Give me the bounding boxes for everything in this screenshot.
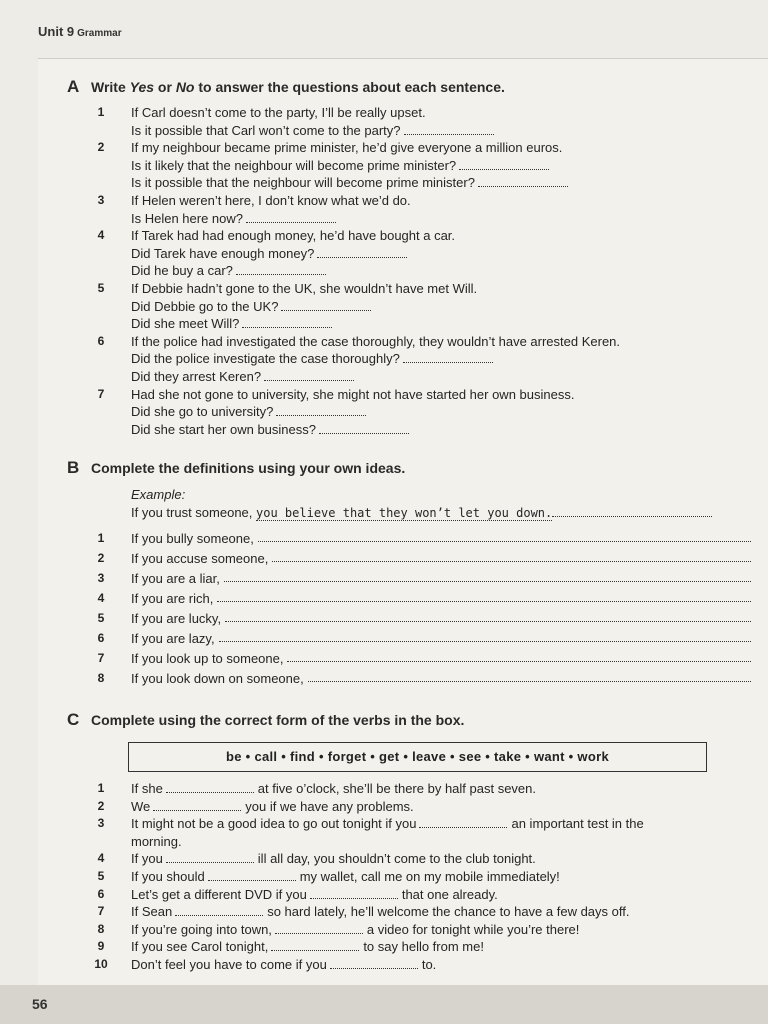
definition-prompt: If you look up to someone, <box>131 651 284 666</box>
sentence-before: If you see Carol tonight, <box>131 939 269 955</box>
line-text: Did they arrest Keren? <box>131 369 262 384</box>
item-number: 3 <box>97 571 105 585</box>
example-answer: you believe that they won’t let you down. <box>256 506 553 520</box>
definition-blank[interactable] <box>217 590 751 602</box>
definition-blank[interactable] <box>258 530 751 542</box>
question-text <box>131 210 336 227</box>
verb-box: be • call • find • forget • get • leave • see • take • want • work <box>128 742 707 772</box>
example-label: Example: <box>131 487 186 502</box>
section-c-instruction: Complete using the correct form of the verbs in the box. <box>91 712 465 728</box>
answer-blank[interactable] <box>242 316 332 328</box>
answer-blank[interactable] <box>478 175 568 187</box>
sentence-before: We <box>131 798 151 814</box>
verb-blank[interactable] <box>419 816 507 828</box>
sentence-after: that one already. <box>401 886 498 902</box>
definition-blank[interactable] <box>219 630 751 642</box>
page-edge <box>0 985 768 1024</box>
verb-blank[interactable] <box>175 904 263 916</box>
item-number: 1 <box>97 531 105 545</box>
section-b-letter: B <box>67 458 80 477</box>
gap-fill-text <box>131 850 536 867</box>
gap-fill-text <box>131 798 414 815</box>
line-text: Is it possible that the neighbour will become prime minister? <box>131 175 475 191</box>
yes-word: Yes <box>129 79 155 95</box>
item-number: 5 <box>97 869 105 883</box>
definition-text <box>131 550 751 567</box>
definition-prompt: If you are a liar, <box>131 571 220 586</box>
verb-blank[interactable] <box>310 887 398 899</box>
sentence-after: to say hello from me! <box>363 939 484 955</box>
answer-blank[interactable] <box>246 211 336 223</box>
answer-blank[interactable] <box>276 404 366 416</box>
definition-blank[interactable] <box>225 610 751 622</box>
verb-blank[interactable] <box>208 869 296 881</box>
item-number: 8 <box>97 921 105 936</box>
statement-text <box>131 192 411 209</box>
section-label: Grammar <box>77 28 122 39</box>
verb-blank[interactable] <box>166 781 254 793</box>
verb-blank[interactable] <box>271 939 359 951</box>
verb-blank[interactable] <box>330 957 418 969</box>
example-text-wrap <box>131 504 712 522</box>
sentence-before: If you should <box>131 869 205 884</box>
item-number: 7 <box>97 904 105 919</box>
item-number: 6 <box>97 333 105 348</box>
definition-prompt: If you are lucky, <box>131 611 222 626</box>
line-text: Is Helen here now? <box>131 210 244 226</box>
definition-text <box>131 630 751 647</box>
gap-fill-text <box>131 886 498 903</box>
line-text: Did she meet Will? <box>131 316 240 332</box>
line-text: If Debbie hadn’t gone to the UK, she wouldn’t have met Will. <box>131 281 478 296</box>
line-text: Did Tarek have enough money? <box>131 245 315 261</box>
line-text: Had she not gone to university, she might not have started her own business. <box>131 386 575 402</box>
item-number: 3 <box>97 816 105 831</box>
gap-fill-text <box>131 903 629 920</box>
definition-prompt: If you are lazy, <box>131 631 215 646</box>
line-text: Is it likely that the neighbour will become prime minister? <box>131 157 457 173</box>
verb-blank[interactable] <box>153 799 241 811</box>
definition-prompt: If you accuse someone, <box>131 551 269 566</box>
question-text <box>131 350 493 367</box>
sentence-after: so hard lately, he’ll welcome the chance to have a few days off. <box>267 904 630 920</box>
item-number: 7 <box>97 386 105 401</box>
question-text <box>131 298 371 315</box>
item-number: 2 <box>97 140 105 155</box>
line-text: If Helen weren’t here, I don’t know what we’d do. <box>131 193 411 208</box>
item-number: 5 <box>97 281 105 295</box>
statement-text <box>131 227 455 244</box>
sentence-after: an important test in the <box>511 816 644 832</box>
section-a-instruction-post: to answer the questions about each sentence. <box>194 79 505 95</box>
question-text <box>131 315 332 332</box>
example-text: If you trust someone, <box>131 505 253 520</box>
item-number: 6 <box>97 631 105 645</box>
line-text: Did he buy a car? <box>131 263 233 279</box>
question-text <box>131 368 354 385</box>
sentence-after: ill all day, you shouldn’t come to the club tonight. <box>257 851 536 867</box>
definition-prompt: If you are rich, <box>131 591 214 606</box>
answer-blank[interactable] <box>459 158 549 170</box>
sentence-before: It might not be a good idea to go out tonight if you <box>131 816 417 832</box>
or-word: or <box>154 79 176 95</box>
sentence-before: Let’s get a different DVD if you <box>131 886 307 902</box>
definition-text <box>131 670 751 687</box>
item-number: 2 <box>97 551 105 565</box>
question-text <box>131 403 366 420</box>
gap-fill-text <box>131 780 536 797</box>
answer-blank[interactable] <box>264 369 354 381</box>
item-number: 4 <box>97 228 105 243</box>
line-text: If the police had investigated the case thoroughly, they wouldn’t have arrested Keren. <box>131 333 621 349</box>
definition-text <box>131 650 751 667</box>
gap-fill-text <box>131 956 436 973</box>
question-text <box>131 245 407 262</box>
gap-fill-text <box>131 815 644 832</box>
gap-fill-text <box>131 868 560 885</box>
answer-blank[interactable] <box>236 263 326 275</box>
sentence-before: Don’t feel you have to come if you <box>131 957 327 972</box>
item-number: 1 <box>97 105 105 119</box>
item-number: 4 <box>97 591 105 605</box>
item-number: 4 <box>97 851 105 866</box>
definition-blank[interactable] <box>308 670 751 682</box>
line-text: Is it possible that Carl won’t come to the party? <box>131 122 401 138</box>
line-text: Did Debbie go to the UK? <box>131 298 279 314</box>
item-number: 10 <box>94 957 108 971</box>
definition-blank[interactable] <box>224 570 751 582</box>
definition-text <box>131 570 751 587</box>
statement-text <box>131 104 426 121</box>
line-text: Did she go to university? <box>131 404 274 420</box>
definition-prompt: If you look down on someone, <box>131 671 304 686</box>
answer-blank[interactable] <box>403 351 493 363</box>
verb-blank[interactable] <box>275 922 363 934</box>
sentence-after: a video for tonight while you’re there! <box>366 921 580 937</box>
example-answer-line <box>552 505 712 517</box>
statement-text <box>131 386 574 403</box>
sentence-after: to. <box>421 957 437 972</box>
sentence-before: If you’re going into town, <box>131 921 272 937</box>
continuation-text: morning. <box>131 833 182 849</box>
section-b-instruction: Complete the definitions using your own ideas. <box>91 460 406 476</box>
gap-fill-text <box>131 921 579 938</box>
unit-label: Unit 9 <box>38 24 75 39</box>
sentence-before: If you <box>131 851 163 867</box>
answer-blank[interactable] <box>317 246 407 258</box>
sentence-after: my wallet, call me on my mobile immediately! <box>299 869 560 884</box>
no-word: No <box>175 79 195 95</box>
section-a-letter: A <box>67 77 80 96</box>
line-text: Did the police investigate the case thoroughly? <box>131 351 400 367</box>
answer-blank[interactable] <box>404 123 494 135</box>
item-number: 2 <box>97 798 105 813</box>
question-text <box>131 174 568 191</box>
answer-blank[interactable] <box>319 422 409 434</box>
definition-blank[interactable] <box>272 550 751 562</box>
gap-fill-text <box>131 938 484 955</box>
sentence-before: If Sean <box>131 904 173 920</box>
sentence-after: you if we have any problems. <box>245 798 414 814</box>
definition-blank[interactable] <box>287 650 751 662</box>
definition-text <box>131 590 751 607</box>
line-text: If Tarek had had enough money, he’d have bought a car. <box>131 228 456 244</box>
statement-text <box>131 280 477 297</box>
section-a-instruction-pre: Write <box>91 79 130 95</box>
question-text <box>131 157 549 174</box>
item-number: 7 <box>97 651 105 665</box>
question-text <box>131 262 326 279</box>
item-number: 5 <box>97 611 105 625</box>
question-text <box>131 122 494 139</box>
section-a-heading <box>67 77 505 97</box>
line-text: Did she start her own business? <box>131 421 316 437</box>
unit-header <box>38 24 122 39</box>
definition-text <box>131 610 751 627</box>
line-text: If my neighbour became prime minister, he’d give everyone a million euros. <box>131 140 563 156</box>
verb-blank[interactable] <box>166 851 254 863</box>
sentence-before: If she <box>131 781 163 796</box>
section-c-heading <box>67 710 464 730</box>
item-number: 6 <box>97 886 105 901</box>
answer-blank[interactable] <box>281 299 371 311</box>
item-number: 8 <box>97 671 105 685</box>
item-number: 3 <box>97 193 105 207</box>
question-text <box>131 421 409 438</box>
definition-prompt: If you bully someone, <box>131 531 254 546</box>
sentence-after: at five o’clock, she’ll be there by half past seven. <box>257 781 537 796</box>
section-b-heading <box>67 458 405 478</box>
statement-text <box>131 139 562 156</box>
line-text: If Carl doesn’t come to the party, I’ll be really upset. <box>131 105 426 120</box>
statement-text <box>131 333 620 350</box>
section-c-letter: C <box>67 710 80 729</box>
item-number: 9 <box>97 939 105 954</box>
page-number: 56 <box>32 996 48 1012</box>
item-number: 1 <box>97 781 105 795</box>
definition-text <box>131 530 751 547</box>
